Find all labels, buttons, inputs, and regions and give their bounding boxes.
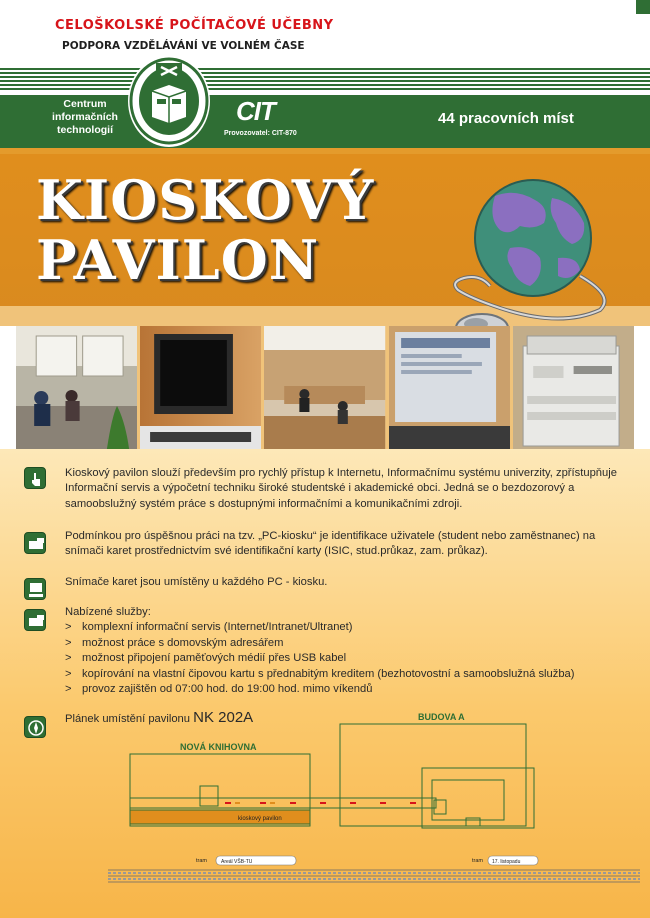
university-seal-logo: [128, 55, 210, 147]
location-map: [100, 708, 640, 908]
photo-strip: [16, 326, 634, 449]
page-title: KIOSKOVÝ PAVILON: [36, 168, 375, 292]
photo-screen: [389, 326, 510, 449]
map-label-tram-right-stop: 17. listopadu: [492, 859, 521, 865]
capacity-label: 44 pracovních míst: [438, 110, 574, 127]
map-label-tram-right: tram: [472, 858, 483, 864]
services-heading: Nabízené služby:: [65, 606, 151, 618]
list-item: > možnost práce s domovským adresářem: [65, 636, 635, 651]
list-item: > kopírování na vlastní čipovou kartu s přednabitým kreditem (bezhotovostní a samoobslužná služba): [65, 667, 635, 682]
photo-pavilion-room: [264, 326, 385, 449]
photo-corridor: [16, 326, 137, 449]
photo-copier: [513, 326, 634, 449]
list-item: > komplexní informační servis (Internet/Intranet/Ultranet): [65, 620, 635, 635]
map-label-tram-left: tram: [196, 858, 207, 864]
card-reader-icon: [24, 609, 46, 631]
readers-paragraph: Snímače karet jsou umístěny u každého PC - kiosku.: [65, 576, 328, 588]
map-heading: Plánek umístění pavilonu NK 202A: [65, 709, 254, 726]
centrum-label: Centrum informačních technologií: [52, 98, 118, 136]
map-label-new-library: NOVÁ KNIHOVNA: [180, 742, 257, 752]
condition-paragraph: Podmínkou pro úspěšnou práci na tzv. „PC-kiosku“ je identifikace uživatele (student nebo zaměstnanec) na snímači karet prostřednictvím své identifikační karty (ISIC, stud.průkaz, zam. průkaz).: [65, 530, 596, 558]
computer-icon: [24, 578, 46, 600]
org-title: CELOŠKOLSKÉ POČÍTAČOVÉ UČEBNY: [55, 18, 334, 33]
corner-mark: [636, 0, 650, 14]
list-item: > možnost připojení paměťových médií přes USB kabel: [65, 651, 635, 666]
photo-monitor: [140, 326, 261, 449]
org-subtitle: PODPORA VZDĚLÁVÁNÍ VE VOLNÉM ČASE: [62, 40, 305, 52]
services-block: [65, 605, 635, 697]
compass-icon: [24, 716, 46, 738]
operator-label: Provozovatel: CIT-870: [224, 130, 297, 137]
finger-pointer-icon: [24, 467, 46, 489]
services-list: [65, 620, 635, 697]
map-label-kiosk-pavilion: kioskový pavilon: [238, 816, 282, 822]
map-label-tram-left-stop: Areál VŠB-TU: [221, 859, 253, 865]
list-item: > provoz zajištěn od 07:00 hod. do 19:00 hod. mimo víkendů: [65, 682, 635, 697]
globe-mouse-illustration: [440, 178, 620, 348]
intro-paragraph: Kioskový pavilon slouží především pro rychlý přístup k Internetu, Informačnímu systému univerzity, zpřístupňuje Informační servis a výpočetní techniku široké studentské i akademické obci. Jedná se o bezdozorový a samoobslužný systém práce s dostupnými informačními a komunikačními zdroji.: [65, 467, 617, 510]
cit-logo: CIT: [236, 96, 275, 126]
top-bar: [0, 0, 650, 66]
map-label-building-a: BUDOVA A: [418, 712, 465, 722]
pavilion-code: NK 202A: [193, 709, 254, 726]
card-reader-icon: [24, 532, 46, 554]
